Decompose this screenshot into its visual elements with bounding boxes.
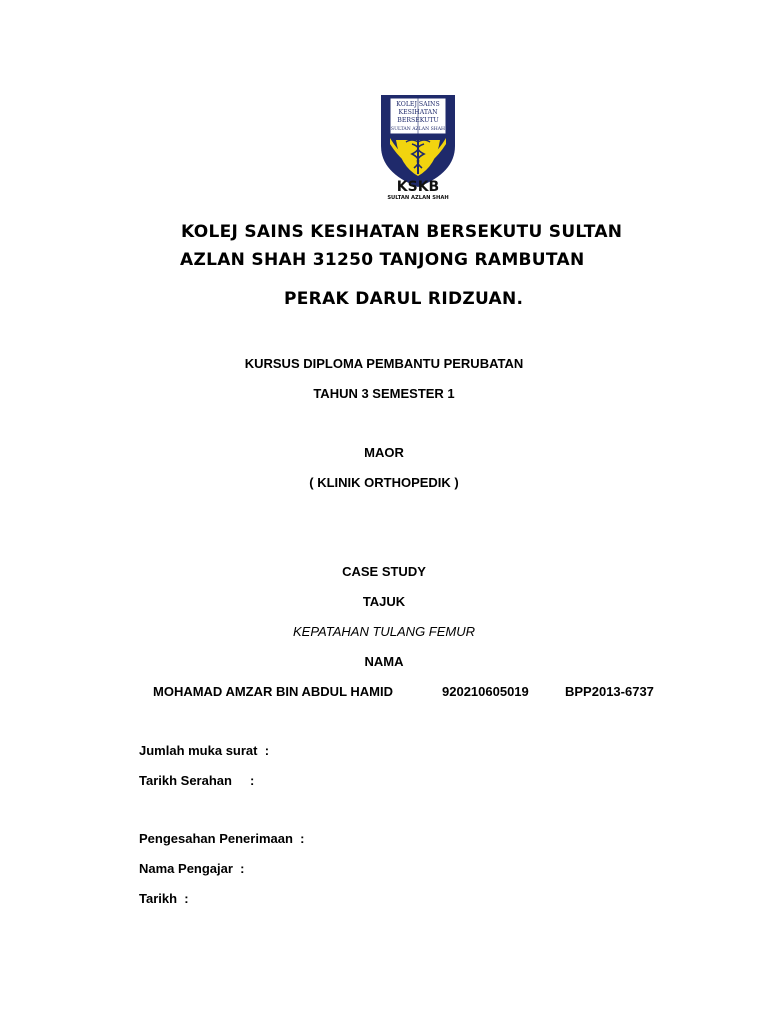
case-title: KEPATAHAN TULANG FEMUR: [292, 624, 476, 639]
course-year: TAHUN 3 SEMESTER 1: [313, 386, 455, 401]
logo-book-text: BERSEKUTU: [397, 117, 439, 124]
logo-caption: SULTAN AZLAN SHAH: [387, 195, 449, 201]
clinic-name: ( KLINIK ORTHOPEDIK ): [309, 475, 459, 490]
institution-line-2: AZLAN SHAH 31250 TANJONG RAMBUTAN: [180, 250, 585, 270]
logo-book-text: SULTAN AZLAN SHAH: [390, 127, 446, 132]
course-name: KURSUS DIPLOMA PEMBANTU PERUBATAN: [244, 356, 524, 371]
submit-date-field-label: Tarikh Serahan :: [139, 773, 255, 788]
posting-name: MAOR: [364, 445, 404, 460]
date-field-label: Tarikh :: [139, 891, 189, 906]
acceptance-field-label: Pengesahan Penerimaan :: [139, 831, 305, 846]
logo-book-text: KESIHATAN: [398, 109, 438, 116]
logo-book-text: KOLEJ SAINS: [396, 101, 440, 108]
assignment-type: CASE STUDY: [342, 564, 426, 579]
student-ic: 920210605019: [442, 684, 529, 699]
student-matric: BPP2013-6737: [565, 684, 654, 699]
institution-line-3: PERAK DARUL RIDZUAN.: [284, 289, 524, 309]
student-name: MOHAMAD AMZAR BIN ABDUL HAMID: [153, 684, 393, 699]
institution-line-1: KOLEJ SAINS KESIHATAN BERSEKUTU SULTAN: [181, 222, 623, 242]
lecturer-field-label: Nama Pengajar :: [139, 861, 245, 876]
logo-acronym: KSKB: [396, 179, 440, 195]
name-label: NAMA: [364, 654, 404, 669]
pages-field-label: Jumlah muka surat :: [139, 743, 270, 758]
title-label: TAJUK: [362, 594, 406, 609]
kskb-logo: [376, 88, 460, 204]
